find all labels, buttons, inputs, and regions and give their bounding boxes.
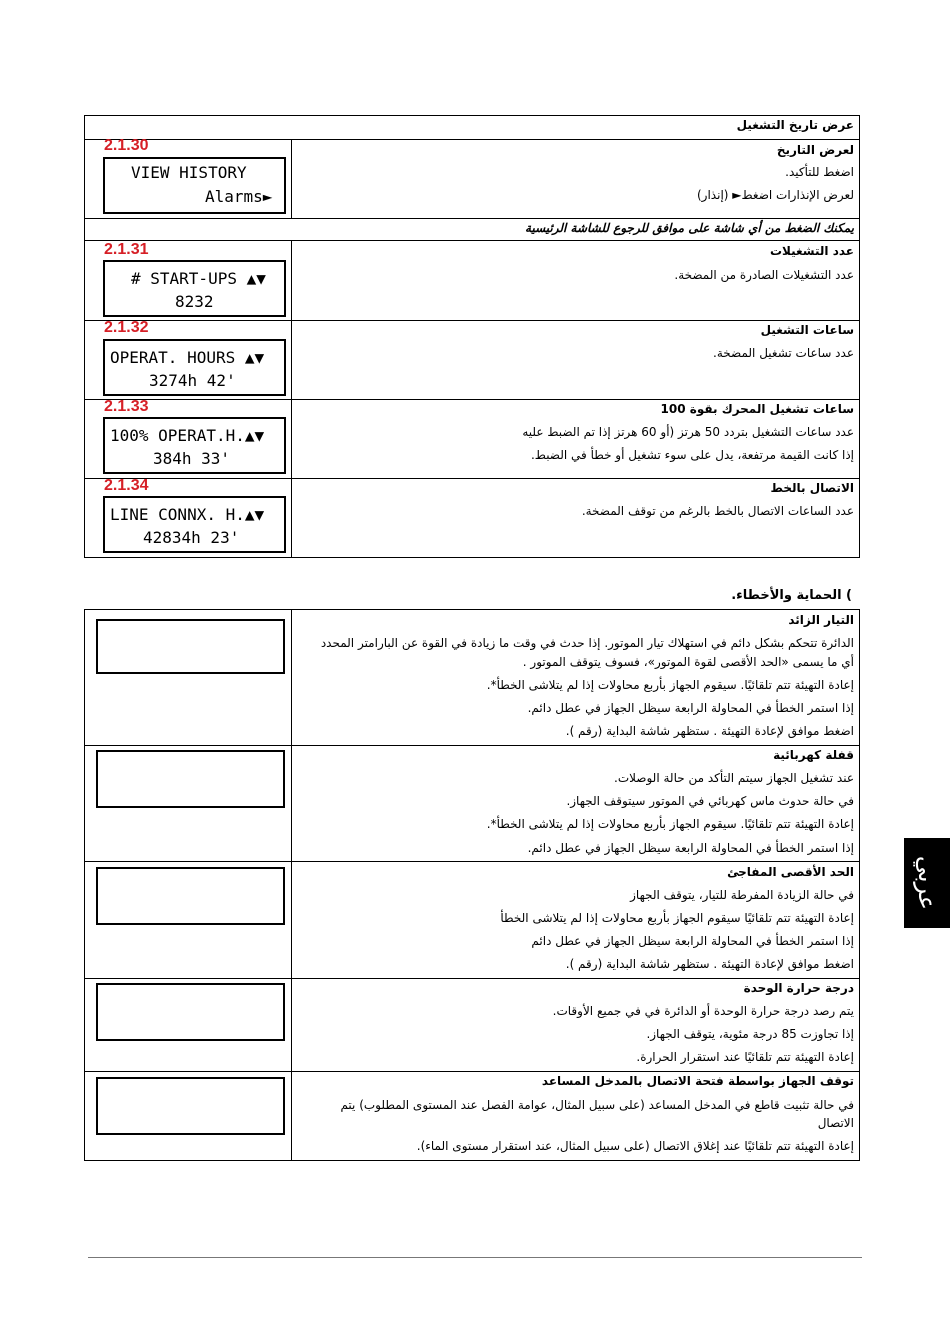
fault-text: اضغط موافق لإعادة التهيئة . ستظهر شاشة البداية (رقم ).	[565, 957, 854, 971]
row-text: عدد التشغيلات الصادرة من المضخة.	[674, 268, 854, 282]
language-side-tab	[904, 838, 950, 928]
lcd-placeholder	[96, 619, 285, 674]
fault-text: إعادة التهيئة تتم تلقائيًا. سيقوم الجهاز بأربع محاولات إذا لم يتلاشى الخطأ*.	[486, 817, 854, 831]
fault-title: الحد الأقصى المفاجئ	[727, 865, 854, 879]
fault-text: إذا استمر الخطأ في المحاولة الرابعة سيظل الجهاز في عطل دائم.	[527, 701, 854, 715]
fault-text: إعادة التهيئة تتم تلقائيًا. سيقوم الجهاز بأربع محاولات إذا لم يتلاشى الخطأ*.	[486, 678, 854, 692]
fault-text: اضغط موافق لإعادة التهيئة . ستظهر شاشة البداية (رقم ).	[565, 724, 854, 738]
lcd-line-2: 8232	[175, 292, 214, 311]
row-text: عدد الساعات الاتصال بالخط بالرغم من توقف المضخة.	[581, 504, 854, 518]
menu-code: 2.1.32	[104, 319, 149, 336]
row-title: الاتصال بالخط	[770, 481, 854, 495]
history-header: عرض تاريخ التشغيل	[736, 118, 854, 132]
lcd-line-1: OPERAT. HOURS ▲▼	[110, 348, 265, 367]
row-text: عدد ساعات التشغيل بتردد 50 هرتز (أو 60 هرتز إذا تم الضبط عليه	[522, 425, 854, 439]
fault-text: إذا تجاوزت 85 درجة مئوية، يتوقف الجهاز.	[646, 1027, 854, 1041]
row-title: لعرض التاريخ	[776, 143, 854, 157]
fault-text: عند تشغيل الجهاز سيتم التأكد من حالة الوصلات.	[614, 771, 854, 785]
row-text: لعرض الإنذارات اضغط► (إنذار)	[697, 188, 854, 202]
row-text: إذا كانت القيمة مرتفعة، يدل على سوء تشغيل أو خطأ في الضبط.	[530, 448, 854, 462]
menu-code: 2.1.34	[104, 477, 149, 494]
fault-text: إعادة التهيئة تتم تلقائيًا سيقوم الجهاز بأربع محاولات إذا لم يتلاشى الخطأ	[500, 911, 854, 925]
menu-code: 2.1.30	[104, 137, 149, 154]
row-text: اضغط للتأكيد.	[785, 165, 854, 179]
fault-title: درجة حرارة الوحدة	[743, 981, 854, 995]
row-title: ساعات تشغيل المحرك بقوة 100	[660, 402, 854, 416]
lcd-line-1: LINE CONNX. H.▲▼	[110, 505, 265, 524]
fault-title: التيار الزائد	[788, 613, 854, 627]
fault-text: يتم رصد درجة حرارة الوحدة أو الدائرة في في جميع الأوقات.	[552, 1004, 854, 1018]
fault-text: إعادة التهيئة تتم تلقائيًا عند إغلاق الاتصال (على سبيل المثال، عند استقرار مستوى الماء).	[416, 1139, 854, 1153]
lcd-display	[103, 157, 286, 214]
menu-code: 2.1.31	[104, 241, 149, 258]
fault-text: إعادة التهيئة تتم تلقائيًا عند استقرار الحرارة.	[636, 1050, 854, 1064]
lcd-line-2: 3274h 42'	[149, 371, 236, 390]
fault-title: توقف الجهاز بواسطة فتحة الاتصال بالمدخل المساعد	[541, 1074, 854, 1088]
lcd-line-1: VIEW HISTORY	[131, 163, 247, 182]
menu-code: 2.1.33	[104, 398, 149, 415]
lcd-placeholder	[96, 1077, 285, 1135]
footer-divider	[88, 1257, 862, 1258]
row-title: عدد التشغيلات	[769, 244, 854, 258]
fault-text: في حالة الزيادة المفرطة للتيار، يتوقف الجهاز	[630, 888, 854, 902]
row-text: عدد ساعات تشغيل المضخة.	[713, 346, 854, 360]
lcd-display	[103, 339, 286, 396]
main-screen-note: يمكنك الضغط من أي شاشة على موافق للرجوع للشاشة الرئيسية	[525, 221, 854, 235]
lcd-line-1: 100% OPERAT.H.▲▼	[110, 426, 265, 445]
lcd-line-2: 384h 33'	[153, 449, 231, 468]
fault-text: في حالة حدوث ماس كهربائي في الموتور سيتوقف الجهاز.	[566, 794, 854, 808]
lcd-display	[103, 417, 286, 474]
row-title: ساعات التشغيل	[760, 323, 854, 337]
fault-title: قفلة كهربائية	[773, 748, 854, 762]
language-tab-label: عربي	[913, 855, 941, 911]
lcd-line-2: 42834h 23'	[143, 528, 240, 547]
lcd-line-1: # START-UPS ▲▼	[131, 269, 266, 288]
lcd-placeholder	[96, 750, 285, 808]
fault-text: الدائرة تتحكم بشكل دائم في استهلاك تيار الموتور. إذا حدث في وقت ما زيادة في القوة عن البارامتر المحدد	[320, 636, 854, 650]
fault-text: في حالة تثبيت قاطع في المدخل المساعد (على سبيل المثال، عوامة الفصل عند المستوى المطلوب) يتم	[340, 1098, 854, 1112]
section-heading: ) الحماية والأخطاء.	[731, 588, 852, 603]
lcd-placeholder	[96, 983, 285, 1041]
fault-text: إذا استمر الخطأ في المحاولة الرابعة سيظل الجهاز في عطل دائم.	[527, 841, 854, 855]
lcd-line-2: Alarms►	[205, 187, 273, 206]
fault-text: أي ما يسمى «الحد الأقصى لقوة الموتور»، فسوف يتوقف الموتور .	[522, 655, 854, 669]
fault-text: إذا استمر الخطأ في المحاولة الرابعة سيظل الجهاز في عطل دائم	[531, 934, 854, 948]
lcd-display	[103, 496, 286, 553]
lcd-display	[103, 260, 286, 317]
lcd-placeholder	[96, 867, 285, 925]
fault-text: الاتصال	[817, 1116, 854, 1130]
